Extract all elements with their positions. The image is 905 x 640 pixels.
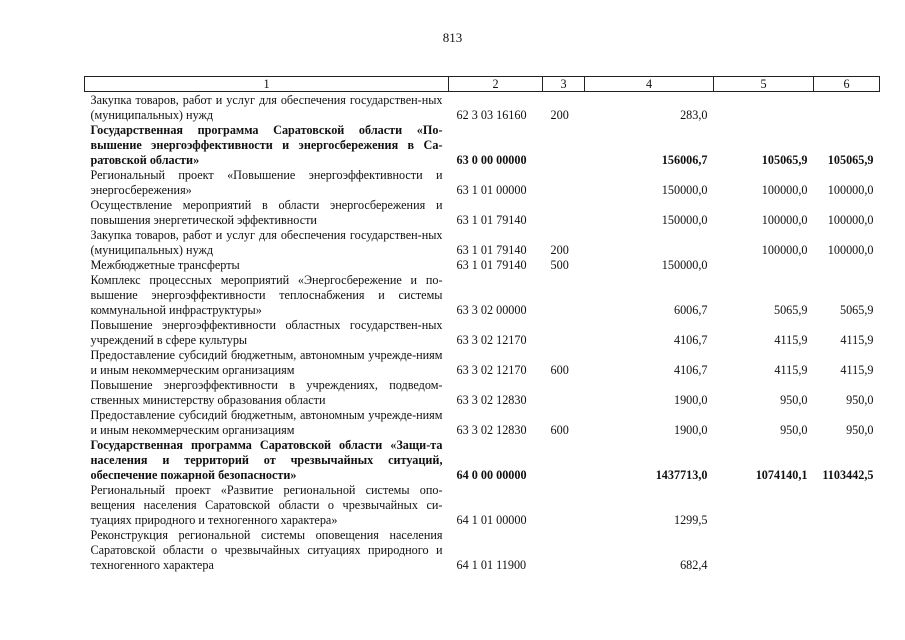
budget-table <box>84 76 880 573</box>
row-name-cell: Предоставление субсидий бюджетным, автономным учрежде-ниям и иным некоммерческим организациям <box>90 408 443 437</box>
row-value-5-cell: 4115,9 <box>774 333 808 347</box>
row-value-6-cell <box>814 92 880 124</box>
table-row <box>85 258 880 273</box>
row-code-cell: 64 1 01 11900 <box>456 558 527 572</box>
row-value-4-cell: 682,4 <box>680 558 708 572</box>
row-code-cell: 63 1 01 79140 <box>456 243 527 257</box>
row-value-4-cell: 150000,0 <box>661 183 708 197</box>
row-value-4-cell: 1299,5 <box>673 513 708 527</box>
row-code-cell: 62 3 03 16160 <box>456 108 527 122</box>
row-code-cell: 63 3 02 00000 <box>456 303 527 317</box>
row-value-5-cell <box>714 92 814 124</box>
row-value-6-cell: 1103442,5 <box>822 468 874 482</box>
table-row <box>85 528 880 573</box>
row-value-5-cell <box>714 528 814 573</box>
row-code-cell: 63 1 01 79140 <box>456 213 527 227</box>
row-name-cell: Повышение энергоэффективности в учреждениях, подведом-ственных министерству образования области <box>90 378 443 407</box>
row-value-4-cell: 1437713,0 <box>655 468 708 482</box>
row-value-6-cell <box>814 258 880 273</box>
row-code-cell: 63 3 02 12830 <box>456 393 527 407</box>
row-value-5-cell: 105065,9 <box>761 153 808 167</box>
row-name-cell: Межбюджетные трансферты <box>90 258 240 272</box>
row-value-6-cell: 105065,9 <box>827 153 874 167</box>
row-code-cell: 64 0 00 00000 <box>456 468 527 482</box>
row-value-4-cell: 156006,7 <box>661 153 708 167</box>
row-type-cell <box>543 528 585 573</box>
table-row <box>85 168 880 198</box>
table-row <box>85 378 880 408</box>
table-row <box>85 483 880 528</box>
row-type-cell: 500 <box>550 258 569 272</box>
row-value-5-cell <box>714 483 814 528</box>
row-value-6-cell: 950,0 <box>846 393 874 407</box>
table-row <box>85 318 880 348</box>
table-row <box>85 228 880 258</box>
column-header: 1 <box>85 77 449 92</box>
row-value-4-cell <box>585 228 714 258</box>
row-code-cell: 63 3 02 12170 <box>456 363 527 377</box>
row-code-cell: 64 1 01 00000 <box>456 513 527 527</box>
row-type-cell <box>543 123 585 168</box>
row-value-5-cell: 5065,9 <box>773 303 808 317</box>
row-value-6-cell: 950,0 <box>846 423 874 437</box>
row-type-cell: 600 <box>550 423 569 437</box>
row-code-cell: 63 1 01 79140 <box>456 258 527 272</box>
row-name-cell: Закупка товаров, работ и услуг для обеспечения государствен-ных (муниципальных) нужд <box>90 93 443 122</box>
row-value-5-cell: 100000,0 <box>761 183 808 197</box>
row-value-4-cell: 4106,7 <box>673 333 708 347</box>
row-type-cell <box>543 378 585 408</box>
row-value-4-cell: 1900,0 <box>673 393 708 407</box>
row-value-6-cell: 5065,9 <box>839 303 874 317</box>
row-name-cell: Государственная программа Саратовской области «По-вышение энергоэффективности и энергосбережения в Са-ратовской области» <box>90 123 443 167</box>
row-type-cell: 200 <box>550 243 569 257</box>
row-type-cell: 200 <box>550 108 569 122</box>
row-value-4-cell: 150000,0 <box>661 258 708 272</box>
row-value-4-cell: 4106,7 <box>673 363 708 377</box>
row-value-6-cell: 100000,0 <box>827 243 874 257</box>
row-code-cell: 63 0 00 00000 <box>456 153 527 167</box>
table-header-row <box>85 77 880 92</box>
row-value-6-cell: 4115,9 <box>840 333 874 347</box>
table-row <box>85 123 880 168</box>
row-name-cell: Региональный проект «Развитие региональной системы опо-вещения населения Саратовской области о чрезвычайных си-туациях природного и техногенного характера» <box>90 483 443 527</box>
row-value-5-cell: 4115,9 <box>774 363 808 377</box>
row-name-cell: Комплекс процессных мероприятий «Энергосбережение и по-вышение энергоэффективности теплоснабжения и системы коммунальной инфраструктуры» <box>90 273 443 317</box>
row-value-5-cell: 100000,0 <box>761 243 808 257</box>
row-type-cell <box>543 168 585 198</box>
table-row <box>85 273 880 318</box>
row-code-cell: 63 3 02 12830 <box>456 423 527 437</box>
table-body <box>85 92 880 574</box>
row-value-6-cell: 100000,0 <box>827 213 874 227</box>
row-value-4-cell: 150000,0 <box>661 213 708 227</box>
row-value-5-cell <box>714 258 814 273</box>
row-value-6-cell <box>814 483 880 528</box>
row-name-cell: Закупка товаров, работ и услуг для обеспечения государствен-ных (муниципальных) нужд <box>90 228 443 257</box>
row-value-4-cell: 6006,7 <box>673 303 708 317</box>
row-type-cell <box>543 273 585 318</box>
row-type-cell <box>543 438 585 483</box>
table-row <box>85 92 880 124</box>
table-row <box>85 198 880 228</box>
row-name-cell: Государственная программа Саратовской области «Защи-та населения и территорий от чрезвычайных ситуаций, обеспечение пожарной безопасности» <box>90 438 443 482</box>
row-value-6-cell <box>814 528 880 573</box>
row-name-cell: Повышение энергоэффективности областных государствен-ных учреждений в сфере культуры <box>90 318 443 347</box>
table-row <box>85 438 880 483</box>
row-name-cell: Предоставление субсидий бюджетным, автономным учрежде-ниям и иным некоммерческим организациям <box>90 348 443 377</box>
row-value-4-cell: 1900,0 <box>673 423 708 437</box>
column-header: 3 <box>543 77 585 92</box>
column-header: 6 <box>814 77 880 92</box>
row-code-cell: 63 3 02 12170 <box>456 333 527 347</box>
row-name-cell: Региональный проект «Повышение энергоэффективности и энергосбережения» <box>90 168 443 197</box>
row-value-6-cell: 100000,0 <box>827 183 874 197</box>
row-code-cell: 63 1 01 00000 <box>456 183 527 197</box>
row-value-6-cell: 4115,9 <box>840 363 874 377</box>
row-value-5-cell: 950,0 <box>780 393 808 407</box>
row-type-cell <box>543 318 585 348</box>
row-name-cell: Осуществление мероприятий в области энергосбережения и повышения энергетической эффективности <box>90 198 443 227</box>
row-value-4-cell: 283,0 <box>680 108 708 122</box>
page-number: 813 <box>442 30 463 45</box>
column-header: 5 <box>714 77 814 92</box>
row-value-5-cell: 950,0 <box>780 423 808 437</box>
row-type-cell <box>543 483 585 528</box>
row-value-5-cell: 100000,0 <box>761 213 808 227</box>
column-header: 2 <box>449 77 543 92</box>
table-row <box>85 408 880 438</box>
row-name-cell: Реконструкция региональной системы оповещения населения Саратовской области о чрезвычайных ситуациях природного и техногенного характера <box>90 528 443 572</box>
column-header: 4 <box>585 77 714 92</box>
row-type-cell: 600 <box>550 363 569 377</box>
table-row <box>85 348 880 378</box>
row-type-cell <box>543 198 585 228</box>
row-value-5-cell: 1074140,1 <box>755 468 808 482</box>
